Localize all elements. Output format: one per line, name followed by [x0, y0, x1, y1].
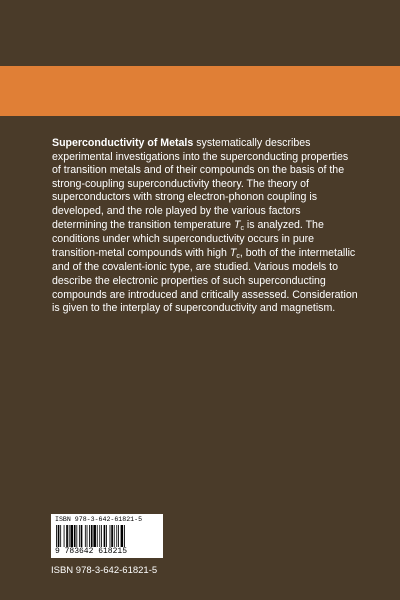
- barcode-bar: [56, 525, 57, 547]
- blurb-part-2: is analyzed. The conditions under which superconductivity occurs in pure transition-metal compounds with high: [52, 218, 324, 259]
- barcode-bar: [116, 525, 117, 547]
- isbn-label: ISBN 978-3-642-61821-5: [51, 565, 158, 576]
- barcode-bar: [93, 525, 96, 547]
- barcode-bar: [79, 525, 80, 547]
- blurb-part-1: systematically describes experimental investigations into the superconducting properties of transition metals and of their compounds on the basis of the strong-coupling superconductivity theory. The theory of superconductors with strong electron-phonon coupling is developed, and the role played by the various factors determining the transition temperature: [52, 137, 349, 231]
- book-title: Superconductivity of Metals: [52, 137, 194, 149]
- barcode-bar: [85, 525, 86, 547]
- barcode-bar: [58, 525, 60, 547]
- barcode-bar: [114, 525, 115, 547]
- back-cover-blurb: [52, 137, 358, 316]
- barcode-bar: [70, 525, 73, 547]
- barcode-bar: [104, 525, 106, 547]
- barcode-bar: [64, 525, 65, 547]
- barcode-bar: [91, 525, 93, 547]
- barcode-bar: [74, 525, 76, 547]
- tc-symbol-1: T: [233, 218, 241, 231]
- barcode-bar: [106, 525, 107, 547]
- barcode-bar: [124, 525, 125, 547]
- barcode-bar: [60, 525, 61, 547]
- barcode-digits: 9 783642 618215: [55, 547, 128, 556]
- barcode-bar: [111, 525, 113, 547]
- barcode-bar: [69, 525, 70, 547]
- barcode-bar: [87, 525, 88, 547]
- orange-band: [0, 66, 400, 116]
- barcode-bar: [76, 525, 77, 547]
- barcode-bar: [121, 525, 124, 547]
- barcode-bar: [118, 525, 119, 547]
- barcode-bar: [110, 525, 111, 547]
- blurb-part-3: , both of the intermetallic and of the covalent-ionic type, are studied. Various models to describe the electronic properties of such superconducting compounds are introduced and critically assessed. Consideration is given to the interplay of superconductivity and magnetism.: [52, 246, 358, 315]
- barcode-bar: [89, 525, 90, 547]
- barcode-bar: [97, 525, 98, 547]
- tc-subscript-1: c: [240, 224, 244, 232]
- barcode-bar: [101, 525, 102, 547]
- tc-symbol-2: T: [229, 246, 237, 259]
- barcode-bar: [81, 525, 83, 547]
- tc-subscript-2: c: [236, 252, 240, 260]
- barcode-isbn-text: ISBN 978-3-642-61821-5: [55, 516, 143, 523]
- barcode-bars: [55, 525, 159, 547]
- barcode: [51, 514, 163, 558]
- barcode-bar: [66, 525, 68, 547]
- barcode-bar: [99, 525, 100, 547]
